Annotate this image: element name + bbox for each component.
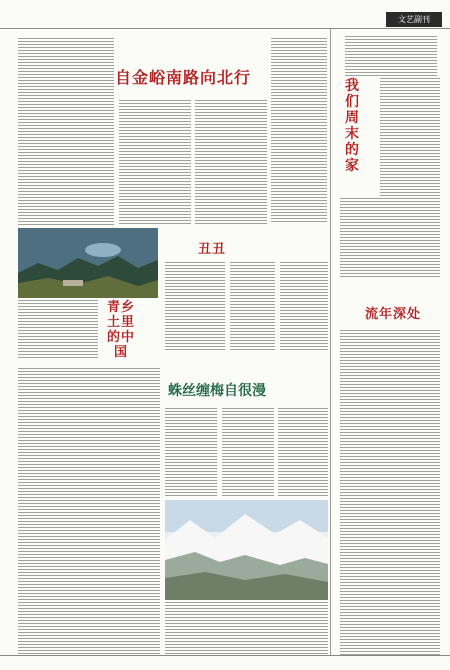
article-text-block [18,368,160,656]
article-text-block [18,300,98,360]
article-text-block [195,100,267,226]
section-tag: 文艺副刊 [386,12,442,27]
article-text-block [271,38,327,222]
article-text-block [340,330,440,656]
article-text-block [230,262,275,352]
article-text-block [18,38,114,108]
article-title-3: 丑丑 [198,242,227,257]
article-text-block [18,110,114,226]
article-text-block [165,602,328,654]
article-title-5: 蛛丝缠梅自很漫 [168,383,266,399]
article-text-block [278,408,328,498]
column-divider [330,28,331,656]
article-text-block [280,262,328,352]
article-text-block [165,262,225,352]
article-text-block [340,198,440,278]
photo-2 [165,500,328,600]
article-title-6: 流年深处 [365,307,422,322]
article-title-1: 自金峪南路向北行 [115,68,252,87]
article-text-block [345,36,437,76]
article-text-block [222,408,274,498]
photo-1 [18,228,158,298]
article-text-block [380,78,440,198]
article-title-2: 我们周末的家 [345,78,360,174]
masthead [0,4,450,29]
article-title-4: 青乡土里的中国 [106,300,135,360]
article-text-block [119,100,191,226]
footer [0,655,450,670]
article-text-block [165,408,217,498]
